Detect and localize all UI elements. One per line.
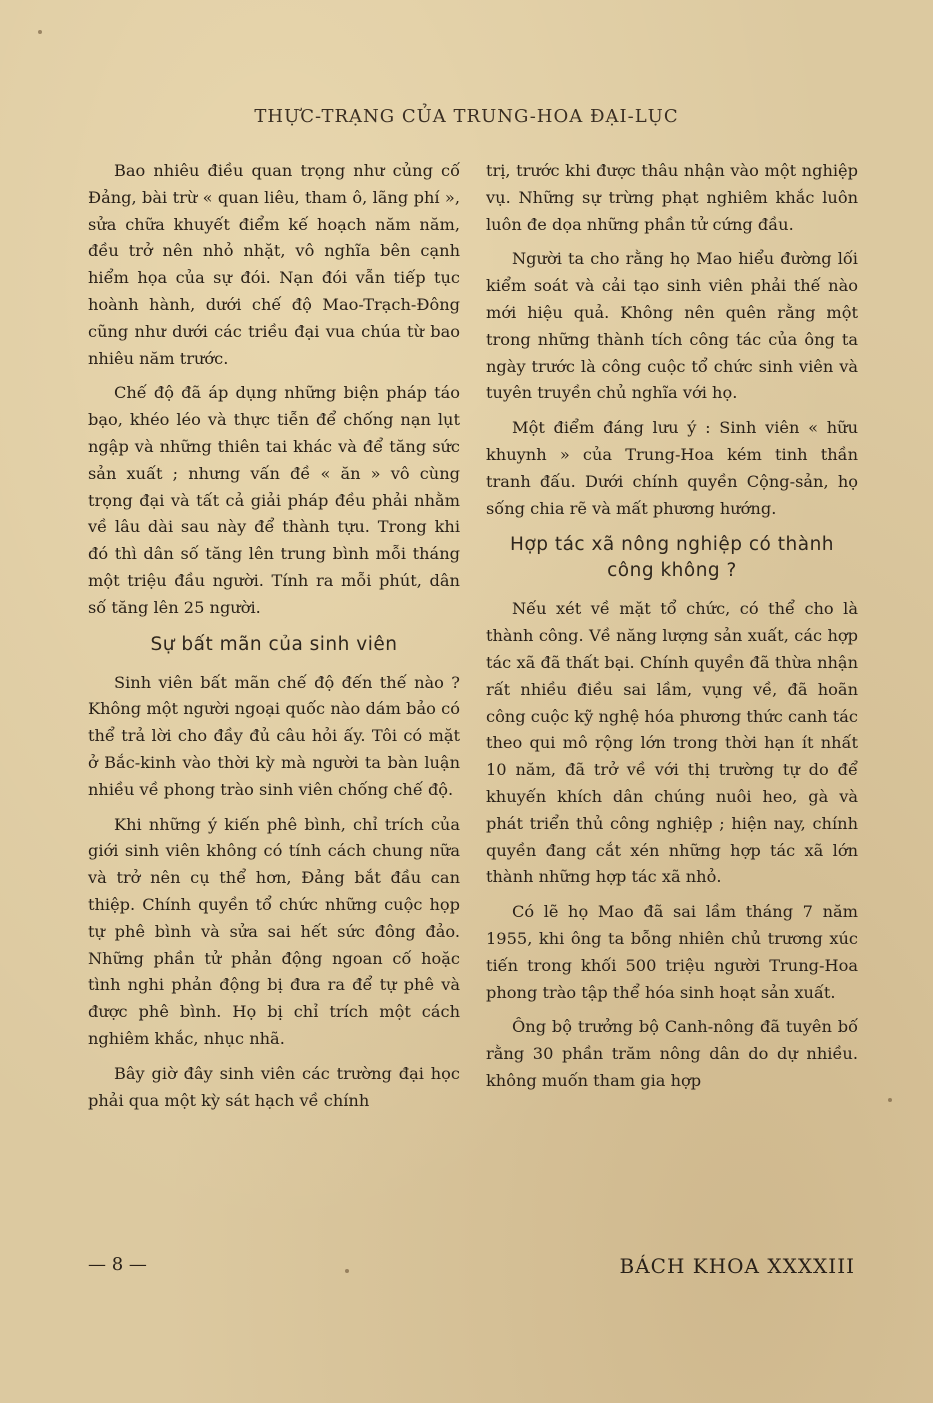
right-column bbox=[486, 158, 858, 1103]
paragraph: Bây giờ đây sinh viên các trường đại học phải qua một kỳ sát hạch về chính bbox=[88, 1063, 460, 1110]
paragraph: trị, trước khi được thâu nhận vào một nghiệp vụ. Những sự trừng phạt nghiêm khắc luôn luôn đe dọa những phần tử cứng đầu. bbox=[486, 161, 858, 234]
paragraph: Chế độ đã áp dụng những biện pháp táo bạo, khéo léo và thực tiễn để chống nạn lụt ngập và những thiên tai khác và để tăng sức sản xuất ; nhưng vấn đề « ăn » vô cùng trọng đại và tất cả giải pháp đều phải nhằm về lâu dài sau này để thành tựu. Trong khi đó thì dân số tăng lên trung bình mỗi tháng một triệu đầu người. Tính ra mỗi phút, dân số tăng lên 25 người. bbox=[88, 383, 460, 617]
paragraph: Bao nhiêu điều quan trọng như củng cố Đảng, bài trừ « quan liêu, tham ô, lãng phí », sửa chữa khuyết điểm kế hoạch năm năm, đều trở nên nhỏ nhặt, vô nghĩa bên cạnh hiểm họa của sự đói. Nạn đói vẫn tiếp tục hoành hành, dưới chế độ Mao-Trạch-Đông cũng như dưới các triều đại vua chúa từ bao nhiêu năm trước. bbox=[88, 161, 460, 368]
section-heading: Hợp tác xã nông nghiệp có thành công không ? bbox=[509, 534, 835, 582]
ink-speck bbox=[888, 1098, 892, 1102]
journal-name: BÁCH KHOA XXXXIII bbox=[619, 1254, 855, 1278]
paragraph: Sinh viên bất mãn chế độ đến thế nào ? Không một người ngoại quốc nào dám bảo có thể trả lời cho đầy đủ câu hỏi ấy. Tôi có mặt ở Bắc-kinh vào thời kỳ mà người ta bàn luận nhiều về phong trào sinh viên chống chế độ. bbox=[88, 672, 460, 799]
page-number: — 8 — bbox=[88, 1254, 147, 1275]
running-title: THỰC-TRẠNG CỦA TRUNG-HOA ĐẠI-LỤC bbox=[254, 106, 679, 127]
paragraph: Người ta cho rằng họ Mao hiểu đường lối kiểm soát và cải tạo sinh viên phải thế nào mới hiệu quả. Không nên quên rằng một trong những thành tích công tác của ông ta ngày trước là công cuộc tổ chức sinh viên và tuyên truyền chủ nghĩa với họ. bbox=[486, 249, 858, 403]
paragraph: Nếu xét về mặt tổ chức, có thể cho là thành công. Về năng lượng sản xuất, các hợp tác xã đã thất bại. Chính quyền đã thừa nhận rất nhiều điều sai lầm, vụng về, đã hoãn công cuộc kỹ nghệ hóa phương thức canh tác theo qui mô rộng lớn trong thời hạn ít nhất 10 năm, đã trở về với thị trường tự do để khuyến khích dân chúng nuôi heo, gà và phát triển thủ công nghiệp ; hiện nay, chính quyền đang cắt xén những hợp tác xã lớn thành những hợp tác xã nhỏ. bbox=[486, 599, 858, 887]
ink-speck bbox=[38, 30, 42, 34]
ink-speck bbox=[345, 1269, 349, 1273]
section-heading: Sự bất mãn của sinh viên bbox=[150, 633, 398, 655]
paragraph: Một điểm đáng lưu ý : Sinh viên « hữu khuynh » của Trung-Hoa kém tinh thần tranh đấu. Dưới chính quyền Cộng-sản, họ sống chia rẽ và mất phương hướng. bbox=[486, 418, 858, 518]
paragraph: Có lẽ họ Mao đã sai lầm tháng 7 năm 1955, khi ông ta bỗng nhiên chủ trương xúc tiến trong khối 500 triệu người Trung-Hoa phong trào tập thể hóa sinh hoạt sản xuất. bbox=[486, 902, 858, 1002]
paragraph: Khi những ý kiến phê bình, chỉ trích của giới sinh viên không có tính cách chung nữa và trở nên cụ thể hơn, Đảng bắt đầu can thiệp. Chính quyền tổ chức những cuộc họp tự phê bình và sửa sai hết sức đông đảo. Những phần tử phản động ngoan cố hoặc tình nghi phản động bị đưa ra để tự phê và được phê bình. Họ bị chỉ trích một cách nghiêm khắc, nhục nhã. bbox=[88, 814, 460, 1048]
paragraph: Ông bộ trưởng bộ Canh-nông đã tuyên bố rằng 30 phần trăm nông dân do dự nhiều. không muốn tham gia hợp bbox=[486, 1017, 858, 1090]
left-column bbox=[88, 158, 460, 1122]
